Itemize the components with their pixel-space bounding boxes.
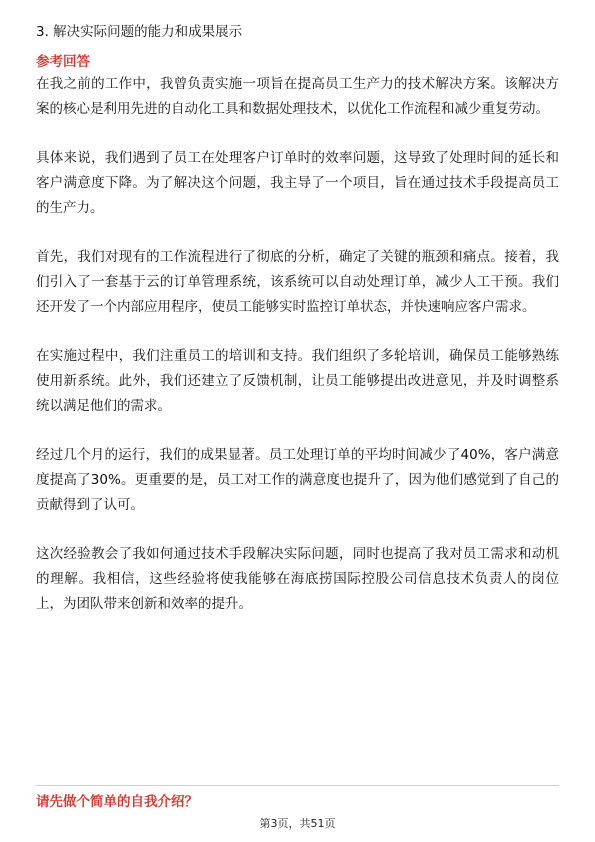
answer-paragraph-5: 经过几个月的运行，我们的成果显著。员工处理订单的平均时间减少了40%，客户满意度提高了30%。更重要的是，员工对工作的满意度也提升了，因为他们感觉到了自己的贡献得到了认可。: [36, 447, 559, 513]
page-number: 第3页，共51页: [259, 817, 336, 830]
next-question-title: 请先做个简单的自我介绍？: [36, 794, 198, 810]
answer-paragraph-3: 首先，我们对现有的工作流程进行了彻底的分析，确定了关键的瓶颈和痛点。接着，我们引入了一套基于云的订单管理系统，该系统可以自动处理订单，减少人工干预。我们还开发了一个内部应用程序，使员工能够实时监控订单状态，并快速响应客户需求。: [36, 249, 559, 315]
answer-paragraph-6: 这次经验教会了我如何通过技术手段解决实际问题，同时也提高了我对员工需求和动机的理解。我相信，这些经验将使我能够在海底捞国际控股公司信息技术负责人的岗位上，为团队带来创新和效率的提升。: [36, 546, 559, 612]
section-divider: [36, 785, 559, 786]
page-content: [36, 22, 559, 617]
answer-paragraph-4: 在实施过程中，我们注重员工的培训和支持。我们组织了多轮培训，确保员工能够熟练使用新系统。此外，我们还建立了反馈机制，让员工能够提出改进意见，并及时调整系统以满足他们的需求。: [36, 348, 559, 414]
section-title: 3. 解决实际问题的能力和成果展示: [36, 24, 243, 40]
answer-paragraph-2: 具体来说，我们遇到了员工在处理客户订单时的效率问题，这导致了处理时间的延长和客户满意度下降。为了解决这个问题，我主导了一个项目，旨在通过技术手段提高员工的生产力。: [36, 150, 559, 216]
answer-paragraph-1: 在我之前的工作中，我曾负责实施一项旨在提高员工生产力的技术解决方案。该解决方案的核心是利用先进的自动化工具和数据处理技术，以优化工作流程和减少重复劳动。: [36, 76, 559, 117]
answer-label: 参考回答: [36, 54, 90, 70]
